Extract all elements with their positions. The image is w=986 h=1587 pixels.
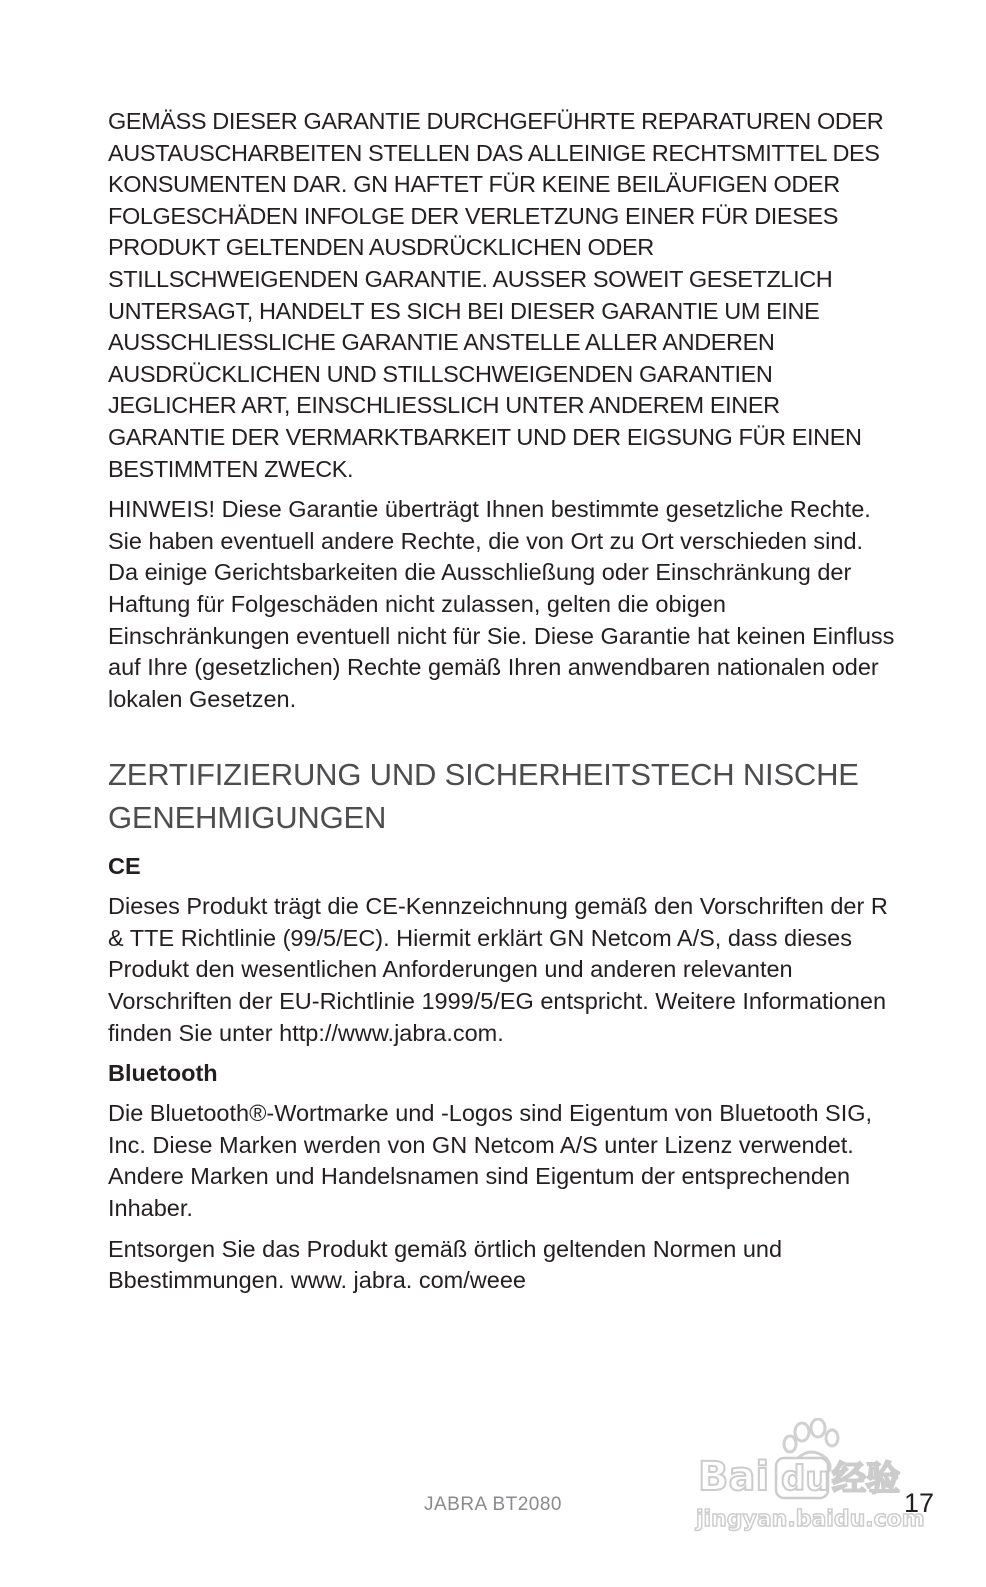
baidu-watermark-logo [690, 1418, 930, 1538]
warranty-notice: HINWEIS! Diese Garantie überträgt Ihnen bestimmte gesetzliche Rechte. Sie haben eventuell andere Rechte, die von Ort zu Ort verschieden sind. Da einige Gerichtsbarkeiten die Ausschließung oder Einschränkung der Haftung für Folgeschäden nicht zulassen, gelten die obigen Einschränkungen eventuell nicht für Sie. Diese Garantie hat keinen Einfluss auf Ihre (gesetzlichen) Rechte gemäß Ihren anwendbaren nationalen oder lokalen Gesetzen. [108, 496, 895, 712]
ce-heading: CE [108, 853, 141, 880]
bluetooth-heading: Bluetooth [108, 1060, 218, 1087]
page-content [108, 106, 898, 1306]
svg-text:经验: 经验 [832, 1459, 900, 1499]
svg-text:Bai: Bai [698, 1454, 770, 1500]
svg-text:jingyan.baidu.com: jingyan.baidu.com [696, 1507, 925, 1532]
footer-brand: JABRA BT2080 [423, 1494, 563, 1515]
svg-text:du: du [781, 1459, 830, 1499]
ce-text: Dieses Produkt trägt die CE-Kennzeichnung gemäß den Vorschriften der R & TTE Richtlinie (99/5/EC). Hiermit erklärt GN Netcom A/S, dass dieses Produkt den wesentlichen Anforderungen und anderen relevanten Vorschriften der EU-Richtlinie 1999/5/EG entspricht. Weitere Informationen finden Sie unter http://www.jabra.com. [108, 893, 888, 1046]
warranty-exclusive-remedy: GEMÄSS DIESER GARANTIE DURCHGEFÜHRTE REPARATUREN ODER AUSTAUSCHARBEITEN STELLEN DAS ALLEINIGE RECHTSMITTEL DES KONSUMENTEN DAR. GN HAFTET FÜR KEINE BEILÄUFIGEN ODER FOLGESCHÄDEN INFOLGE DER VERLETZUNG EINER FÜR DIESES PRODUKT GELTENDEN AUSDRÜCKLICHEN ODER STILLSCHWEIGENDEN GARANTIE. AUSSER SOWEIT GESETZLICH UNTERSAGT, HANDELT ES SICH BEI DIESER GARANTIE UM EINE AUSSCHLIESSLICHE GARANTIE ANSTELLE ALLER ANDEREN AUSDRÜCKLICHEN UND STILLSCHWEIGENDEN GARANTIEN JEGLICHER ART, EINSCHLIESSLICH UNTER ANDEREM EINER GARANTIE DER VERMARKTBARKEIT UND DER EIGSUNG FÜR EINEN BESTIMMTEN ZWECK. [108, 108, 884, 482]
certification-title: ZERTIFIZIERUNG UND SICHERHEITSTECH NISCHE GENEHMIGUNGEN [108, 757, 859, 836]
bluetooth-text: Die Bluetooth®-Wortmarke und -Logos sind Eigentum von Bluetooth SIG, Inc. Diese Marken werden von GN Netcom A/S unter Lizenz verwendet. Andere Marken und Handelsnamen sind Eigentum der entsprechenden Inhaber. [108, 1100, 873, 1222]
page-number: 17 [903, 1488, 934, 1518]
disposal-text: Entsorgen Sie das Produkt gemäß örtlich geltenden Normen und Bbestimmungen. www. jabra. com/weee [108, 1235, 783, 1294]
